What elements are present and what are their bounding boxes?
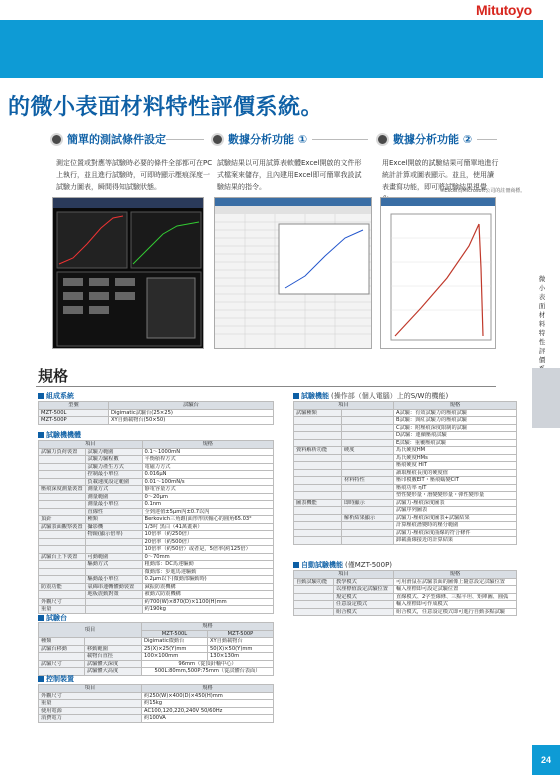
cell: 資料解析功能 <box>294 447 342 455</box>
cell <box>342 432 394 440</box>
table-row <box>294 424 517 432</box>
cell <box>342 417 394 425</box>
cell <box>342 484 394 492</box>
cell <box>85 538 142 546</box>
heading-text: 控制裝置 <box>46 675 74 683</box>
cell: MZT-500L <box>39 409 109 417</box>
functions-table <box>293 401 517 545</box>
system-table <box>38 401 274 425</box>
table-row <box>294 499 517 507</box>
spec-section-title: 規格 <box>38 367 69 385</box>
cell: 0～20μm <box>142 493 273 501</box>
feature-body: 用Excel開啟的試驗結果可簡單地進行統計計算或圖表顯示。並且，使用讀表畫寫功能，即可將試驗結果視覺 <box>382 159 499 191</box>
cell: 控制最小單位 <box>85 471 142 479</box>
col-header: 項目 <box>294 402 394 410</box>
software-screenshot-test-setup <box>52 197 204 349</box>
cell: 壓印模數EIT・壓痕蠕變CIT <box>394 477 517 485</box>
cell: 負載速度設定範圍 <box>85 478 142 486</box>
brand-logo: Mitutoyo <box>476 2 532 18</box>
cell <box>85 546 142 554</box>
cell: 塑性變形量・潛變變形量・彈性變形量 <box>394 492 517 500</box>
table-heading-controller <box>38 674 74 684</box>
cell: 壓痕功率 ηIT <box>394 484 517 492</box>
page-headline: 的微小表面材料特性評價系統。 <box>8 95 324 120</box>
cell: 100×100mm <box>142 653 208 661</box>
table-row <box>39 692 274 700</box>
excel-chart-image <box>381 198 496 349</box>
cell: 0～70mm <box>142 553 273 561</box>
cell: 消費電力 <box>39 715 142 723</box>
table-heading-auto <box>293 560 392 570</box>
cell: MZT-500P <box>39 417 109 425</box>
cell: 試驗種類 <box>294 409 342 417</box>
table-row <box>294 477 517 485</box>
cell: 0.016μN <box>142 471 273 479</box>
table-row <box>39 486 274 494</box>
table-row <box>294 484 517 492</box>
cell: 教學模式 <box>334 578 394 586</box>
cell <box>39 568 86 576</box>
cell: Digimatic微動台 <box>142 638 208 646</box>
cell: 防震功能 <box>39 583 86 591</box>
cell <box>294 477 342 485</box>
cell <box>294 608 334 616</box>
cell <box>294 593 334 601</box>
feature-heading-1 <box>50 132 166 146</box>
cell: 直線模式、2字型線條、三點平坦、矩陣圖、圓弧 <box>394 593 517 601</box>
col-header: MZT-500L <box>142 630 208 638</box>
bullet-dot-icon <box>50 133 63 146</box>
cell <box>294 439 342 447</box>
auto-test-table <box>293 570 517 616</box>
cell: 馬氏硬度HMs <box>394 454 517 462</box>
cell: 50(X)×50(Y)mm <box>207 645 273 653</box>
col-header: 試驗台 <box>109 402 274 410</box>
cell <box>294 424 342 432</box>
cell <box>294 601 334 609</box>
cell <box>39 471 86 479</box>
test-setup-screen-image <box>53 198 204 349</box>
table-row <box>39 707 274 715</box>
excel-table-image <box>215 198 372 349</box>
table-row <box>294 469 517 477</box>
cell <box>342 522 394 530</box>
table-row <box>39 583 274 591</box>
cell: 20倍率（約500倍） <box>142 538 273 546</box>
divider <box>477 139 497 140</box>
cell: 種類 <box>39 638 85 646</box>
cell: 攝影機 <box>85 523 142 531</box>
cell: A試驗：有效試驗力的壓痕試驗 <box>394 409 517 417</box>
feature-title: 數據分析功能 ② <box>393 133 473 146</box>
cell: Berkovich三角錐(面形形狀軸心的圓角65.03° <box>142 516 273 524</box>
cell <box>39 456 86 464</box>
bullet-dot-icon <box>211 133 224 146</box>
cell: 以座標值設定試驗位置 <box>334 586 394 594</box>
cell: 外觀尺寸 <box>39 598 86 606</box>
side-grey-tab <box>532 368 560 428</box>
header-banner <box>0 20 491 78</box>
table-row <box>39 417 274 425</box>
cell: 試驗力-壓痕深度圖表 <box>394 499 517 507</box>
cell <box>39 531 86 539</box>
cell <box>294 586 334 594</box>
cell <box>342 469 394 477</box>
cell <box>39 576 86 584</box>
cell: 組合模式，任意設定模式即可進行自動多點試驗 <box>394 608 517 616</box>
cell <box>342 409 394 417</box>
cell: 外觀尺寸 <box>39 692 142 700</box>
feature-body: 試驗結果以可用試算表軟體Excel開啟的文件形式檔案來儲存，且內建用Excel即可簡單我設試驗結果的指令。 <box>217 159 362 191</box>
cell: 靜電容量方式 <box>142 486 273 494</box>
cell: 粗動部：DC馬達驅動 <box>142 561 273 569</box>
cell: 地板震動對策 <box>85 591 142 599</box>
table-row <box>294 537 517 545</box>
cell: XY自動載物台 <box>207 638 273 646</box>
table-row <box>294 593 517 601</box>
cell: 試驗力-壓痕深度曲線的符合條件 <box>394 529 517 537</box>
cell: XY自動載物台(50×50) <box>109 417 274 425</box>
cell: 約15kg <box>142 700 274 708</box>
cell: 壓痕深度測量裝置 <box>39 486 86 494</box>
table-row <box>39 653 274 661</box>
cell <box>294 522 342 530</box>
cell: 測量方式 <box>85 486 142 494</box>
table-row <box>294 409 517 417</box>
cell: 約700(W)×870(D)×1100(H)mm <box>142 598 273 606</box>
cell: 重量 <box>39 606 86 614</box>
cell: 驅動最小單位 <box>85 576 142 584</box>
col-header: 規格 <box>142 441 273 449</box>
cell: 物鏡(顯示倍率) <box>85 531 142 539</box>
cell: 試驗體大高度 <box>85 668 142 676</box>
cell: 可動範圍 <box>85 553 142 561</box>
cell: 驅動方式 <box>85 561 142 569</box>
table-row <box>39 501 274 509</box>
table-row <box>294 578 517 586</box>
feature-title: 簡單的測試條件設定 <box>67 133 166 146</box>
cell <box>342 454 394 462</box>
cell: 直線性 <box>85 508 142 516</box>
cell <box>294 529 342 537</box>
cell: 測量範圍 <box>85 493 142 501</box>
cell: 全到達值±5μm內±0.7以內 <box>142 508 273 516</box>
controller-table <box>38 684 274 723</box>
cell: B試驗：與紅試驗力的壓痕試驗 <box>394 417 517 425</box>
cell <box>39 501 86 509</box>
heading-text: 自動試驗機能 <box>301 561 343 569</box>
table-row <box>39 516 274 524</box>
cell: 氣綿串連轉體動裝置 <box>85 583 142 591</box>
table-row <box>294 586 517 594</box>
col-header: 項目 <box>39 623 142 638</box>
heading-suffix: (操作部（個人電腦）上的S/W的機能) <box>331 392 449 400</box>
table-row <box>39 715 274 723</box>
table-row <box>39 606 274 614</box>
cell <box>294 432 342 440</box>
cell: 材料特性 <box>342 477 394 485</box>
machine-table <box>38 440 274 614</box>
software-screenshot-excel-table <box>214 197 372 349</box>
cell <box>294 492 342 500</box>
stage-table <box>38 622 274 676</box>
table-row <box>39 531 274 539</box>
cell: 重量 <box>39 700 142 708</box>
table-row <box>294 417 517 425</box>
table-row <box>294 529 517 537</box>
table-row <box>39 478 274 486</box>
table-row <box>39 576 274 584</box>
cell <box>39 546 86 554</box>
cell: 電磁力方式 <box>142 463 273 471</box>
cell <box>342 492 394 500</box>
cell: 約190kg <box>142 606 273 614</box>
cell <box>294 462 342 470</box>
table-row <box>294 507 517 515</box>
table-row <box>39 523 274 531</box>
vertical-series-caption: 微小表面材料特性評價 <box>538 275 546 364</box>
cell <box>342 537 394 545</box>
page-number: 24 <box>532 745 560 775</box>
table-row <box>39 553 274 561</box>
cell: 0.2μm以下(微動部驅動時) <box>142 576 273 584</box>
cell <box>294 469 342 477</box>
excel-trademark-note: ※Excel為Microsoft公司的註冊商標。 <box>440 188 526 194</box>
table-row <box>294 439 517 447</box>
bullet-dot-icon <box>376 133 389 146</box>
cell <box>39 508 86 516</box>
divider <box>36 386 496 387</box>
table-row <box>294 514 517 522</box>
cell <box>342 529 394 537</box>
cell: E試驗：重覆壓痕試驗 <box>394 439 517 447</box>
table-row <box>39 448 274 456</box>
heading-text: 試驗台 <box>46 614 67 622</box>
cell: 使用電源 <box>39 707 142 715</box>
cell: 硬度 <box>342 447 394 455</box>
cell: 任意設定模式 <box>334 601 394 609</box>
cell: 輸入座標即可作成模式 <box>394 601 517 609</box>
cell <box>294 484 342 492</box>
cell: 組合模式 <box>334 608 394 616</box>
cell: 96mm（從頂針軸中心） <box>142 660 274 668</box>
table-heading-functions <box>293 391 448 401</box>
cell: C試驗：附壓痕深度限制的試驗 <box>394 424 517 432</box>
cell <box>39 463 86 471</box>
cell: 種類 <box>85 516 142 524</box>
cell <box>39 591 86 599</box>
cell: 壓痕硬度 HIT <box>394 462 517 470</box>
cell: 1/3吋 黑白（41萬畫素） <box>142 523 273 531</box>
table-row <box>39 591 274 599</box>
cell: 減振防震機構 <box>142 583 273 591</box>
cell: 馬氏硬度HM <box>394 447 517 455</box>
table-row <box>294 454 517 462</box>
cell <box>39 561 86 569</box>
table-row <box>294 608 517 616</box>
heading-suffix: (僅MZT-500P) <box>345 561 393 569</box>
table-row <box>39 561 274 569</box>
cell: 規定模式 <box>334 593 394 601</box>
cell: 25(X)×25(Y)mm <box>142 645 208 653</box>
cell: 試驗台上下裝置 <box>39 553 86 561</box>
cell: 130×130m <box>207 653 273 661</box>
feature-title: 數據分析功能 ① <box>228 133 308 146</box>
table-heading-system <box>38 391 74 401</box>
table-row <box>39 538 274 546</box>
cell <box>294 537 342 545</box>
cell: 解析結果顯示 <box>342 514 394 522</box>
cell <box>85 638 142 646</box>
cell <box>39 493 86 501</box>
cell: 微動部：步進馬達驅動 <box>142 568 273 576</box>
cell <box>85 568 142 576</box>
cell <box>294 454 342 462</box>
divider <box>312 139 368 140</box>
table-row <box>39 638 274 646</box>
cell: Digimatic試驗台(25×25) <box>109 409 274 417</box>
cell: 可用滑鼠在試驗表面的圖像上隨意設定試驗位置 <box>394 578 517 586</box>
table-row <box>39 409 274 417</box>
table-row <box>294 432 517 440</box>
cell: 0.1～1000mN <box>142 448 273 456</box>
cell <box>85 606 142 614</box>
cell: 頂針 <box>39 516 86 524</box>
table-row <box>39 508 274 516</box>
heading-text: 組成系統 <box>46 392 74 400</box>
table-row <box>294 522 517 530</box>
feature-body: 測定位置或對應等試驗時必要的條件全部都可在PC上執行，並且進行試驗時，可即時顯示壓痕深度一試驗力圖表，瞬間得知試驗狀態。 <box>56 159 213 191</box>
table-row <box>39 493 274 501</box>
cell: 載物台直徑 <box>85 653 142 661</box>
cell: 移動範圍 <box>85 645 142 653</box>
cell: AC100,120,220,240V 50/60Hz <box>142 707 274 715</box>
cell: 測量最小單位 <box>85 501 142 509</box>
heading-text: 試驗機機體 <box>46 431 81 439</box>
cell: 試驗體大深度 <box>85 660 142 668</box>
cell <box>342 507 394 515</box>
cell: 被動式防震機構 <box>142 591 273 599</box>
cell: 自動試驗功能 <box>294 578 334 586</box>
col-header: 項目 <box>294 571 394 579</box>
col-header: 規格 <box>394 571 517 579</box>
cell <box>39 653 85 661</box>
cell: 0.01～100mN/s <box>142 478 273 486</box>
table-row <box>39 546 274 554</box>
cell: 輸入座標即可設定試驗位置 <box>394 586 517 594</box>
cell: 試驗台移動 <box>39 645 85 653</box>
cell <box>342 439 394 447</box>
col-header: 項目 <box>39 685 142 693</box>
header-tab <box>491 20 543 78</box>
cell: D試驗：連續壓痕試驗 <box>394 432 517 440</box>
table-row <box>294 447 517 455</box>
table-row <box>39 568 274 576</box>
cell: 卸載曲線接近的計算結果 <box>394 537 517 545</box>
cell: 10倍率（約250倍） <box>142 531 273 539</box>
table-heading-machine <box>38 430 81 440</box>
table-row <box>39 456 274 464</box>
cell <box>342 462 394 470</box>
col-header: 型號 <box>39 402 109 410</box>
cell <box>39 478 86 486</box>
col-header: MZT-500P <box>207 630 273 638</box>
cell <box>294 507 342 515</box>
cell: 試驗力驗程數 <box>85 456 142 464</box>
cell: 0.1nm <box>142 501 273 509</box>
cell: 試驗尺寸 <box>39 660 85 668</box>
cell <box>342 424 394 432</box>
cell: 試驗力負荷裝置 <box>39 448 86 456</box>
col-header: 規格 <box>142 623 274 631</box>
feature-heading-2 <box>211 132 307 146</box>
cell: 圖表機能 <box>294 499 342 507</box>
table-row <box>39 471 274 479</box>
cell: 約100VA <box>142 715 274 723</box>
cell: 讀取壓痕長度的硬度值 <box>394 469 517 477</box>
cell: 約250(W)×400(D)×450(H)mm <box>142 692 274 700</box>
feature-heading-3 <box>376 132 472 146</box>
heading-text: 試驗機能 <box>301 392 329 400</box>
cell: 試驗力範圍 <box>85 448 142 456</box>
col-header: 項目 <box>39 441 143 449</box>
cell <box>85 598 142 606</box>
cell: 平衡槓桿方式 <box>142 456 273 464</box>
table-row <box>39 463 274 471</box>
cell <box>294 417 342 425</box>
table-row <box>294 492 517 500</box>
table-row <box>39 645 274 653</box>
cell <box>294 514 342 522</box>
cell: 10倍率（約50倍）或者是，5倍率(約125倍） <box>142 546 273 554</box>
col-header: 規格 <box>394 402 517 410</box>
table-row <box>294 462 517 470</box>
cell <box>39 538 86 546</box>
col-header: 規格 <box>142 685 274 693</box>
table-row <box>39 700 274 708</box>
cell: 計算壓痕潛變時的壓分範圍 <box>394 522 517 530</box>
cell: 即時顯示 <box>342 499 394 507</box>
table-row <box>39 598 274 606</box>
table-row <box>294 601 517 609</box>
cell: 試驗表面觀察裝置 <box>39 523 86 531</box>
software-screenshot-chart <box>380 197 496 349</box>
table-row <box>39 660 274 668</box>
divider <box>166 139 204 140</box>
cell: 試驗力-壓痕深度圖表+試驗結果 <box>394 514 517 522</box>
cell: 試驗力產生方式 <box>85 463 142 471</box>
cell: 500L:80mm,500P:75mm（從試體台表面） <box>142 668 274 676</box>
cell: 試驗序列圖表 <box>394 507 517 515</box>
